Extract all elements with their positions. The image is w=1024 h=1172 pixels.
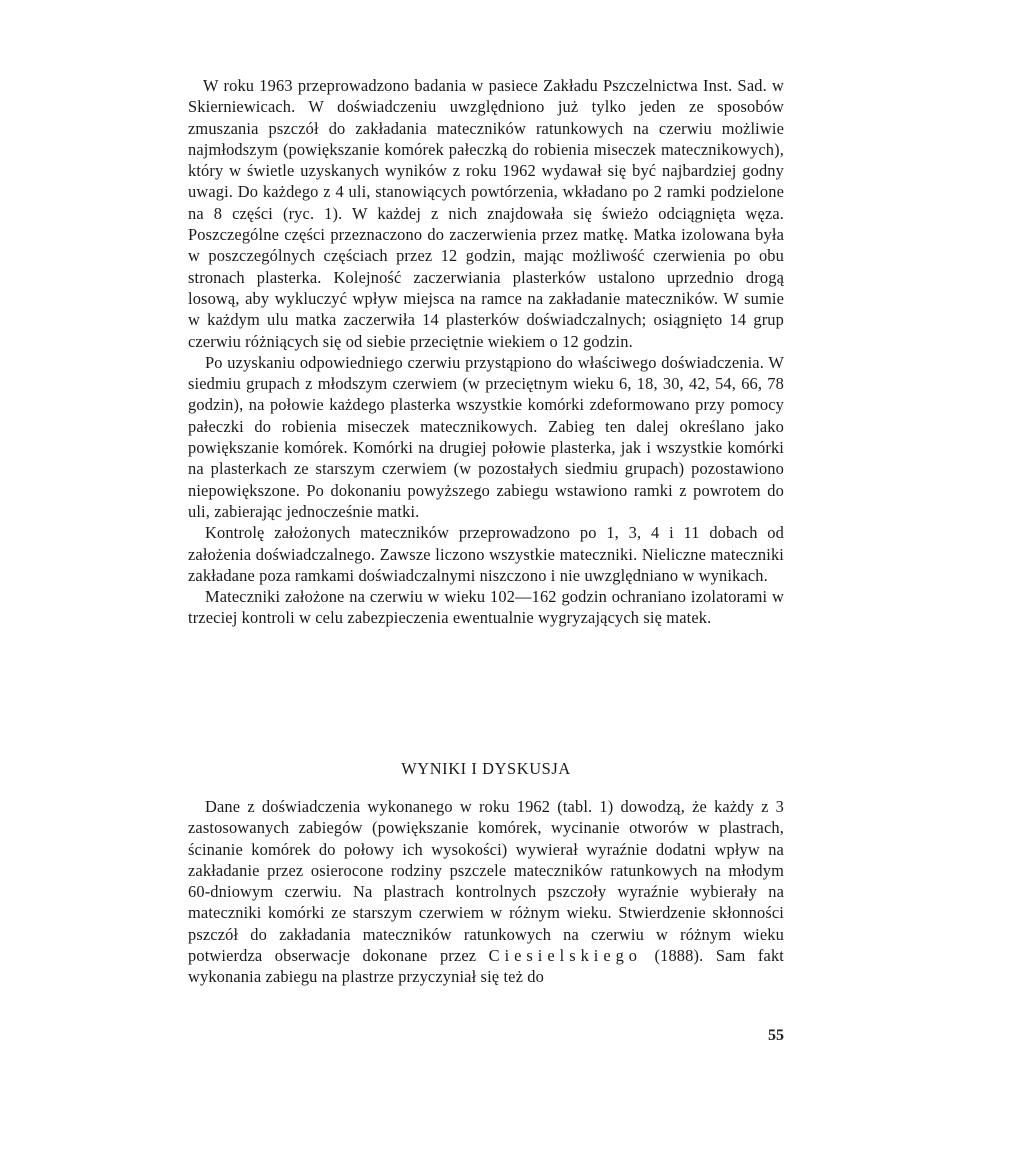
page-number: 55	[768, 1027, 784, 1044]
methods-section	[188, 75, 784, 629]
cited-author-name: Ciesielskiego	[488, 946, 642, 966]
paragraph-control-checks: Kontrolę założonych mateczników przeprowadzono po 1, 3, 4 i 11 dobach od założenia doświadczalnego. Zawsze liczono wszystkie mateczniki. Nieliczne mateczniki zakładane poza ramkami doświadczalnymi niszczono i nie uwzględniano w wynikach.	[188, 523, 784, 585]
paragraph-research-1963: W roku 1963 przeprowadzono badania w pasiece Zakładu Pszczelnictwa Inst. Sad. w Skierniewicach. W doświadczeniu uwzględniono już tylko jeden ze sposobów zmuszania pszczół do zakładania mateczników ratunkowych na czerwiu możliwie najmłodszym (powiększanie komórek pałeczką do robienia miseczek matecznikowych), który w świetle uzyskanych wyników z roku 1962 wydawał się być najbardziej godny uwagi. Do każdego z 4 uli, stanowiących powtórzenia, wkładano po 2 ramki podzielone na 8 części (ryc. 1). W każdej z nich znajdowała się świeżo odciągnięta węza. Poszczególne części przeznaczono do zaczerwienia przez matkę. Matka izolowana była w poszczególnych częściach przez 12 godzin, mając możliwość czerwienia po obu stronach plasterka. Kolejność zaczerwiania plasterków ustalono uprzednio drogą losową, aby wykluczyć wpływ miejsca na ramce na zakładanie mateczników. W sumie w każdym ulu matka zaczerwiła 14 plasterków doświadczalnych; osiągnięto 14 grup czerwiu różniących się od siebie przeciętnie wiekiem o 12 godzin.	[188, 76, 784, 351]
results-text-after: (1888). Sam fakt wykonania zabiegu na plastrze przyczyniał się też do	[188, 946, 785, 987]
paragraph-isolators: Mateczniki założone na czerwiu w wieku 102—162 godzin ochraniano izolatorami w trzeciej kontroli w celu zabezpieczenia ewentualnie wygryzających się matek.	[188, 587, 784, 628]
section-heading: WYNIKI I DYSKUSJA	[401, 759, 571, 778]
paragraph-results	[188, 796, 784, 988]
results-text-before: Dane z doświadczenia wykonanego w roku 1962 (tabl. 1) dowodzą, że każdy z 3 zastosowanych zabiegów (powiększanie komórek, wycinanie otworów w plastrach, ścinanie komórek do połowy ich wysokości) wywierał wyraźnie dodatni wpływ na zakładanie przez osierocone rodziny pszczele mateczników ratunkowych na młodym 60-dniowym czerwiu. Na plastrach kontrolnych pszczoły wyraźnie wybierały na mateczniki komórki ze starszym czerwiem w różnym wieku. Stwierdzenie skłonności pszczół do zakładania mateczników ratunkowych na czerwiu w różnym wieku potwierdza obserwacje dokonane przez	[188, 797, 784, 966]
results-section	[188, 796, 784, 988]
paragraph-experiment-procedure: Po uzyskaniu odpowiedniego czerwiu przystąpiono do właściwego doświadczenia. W siedmiu grupach z młodszym czerwiem (w przeciętnym wieku 6, 18, 30, 42, 54, 66, 78 godzin), na połowie każdego plasterka wszystkie komórki zdeformowano przy pomocy pałeczki do robienia miseczek matecznikowych. Zabieg ten dalej określano jako powiększanie komórek. Komórki na drugiej połowie plasterka, jak i wszystkie komórki na plasterkach ze starszym czerwiem (w pozostałych siedmiu grupach) pozostawiono niepowiększone. Po dokonaniu powyższego zabiegu wstawiono ramki z powrotem do uli, zabierając jednocześnie matki.	[188, 352, 784, 521]
